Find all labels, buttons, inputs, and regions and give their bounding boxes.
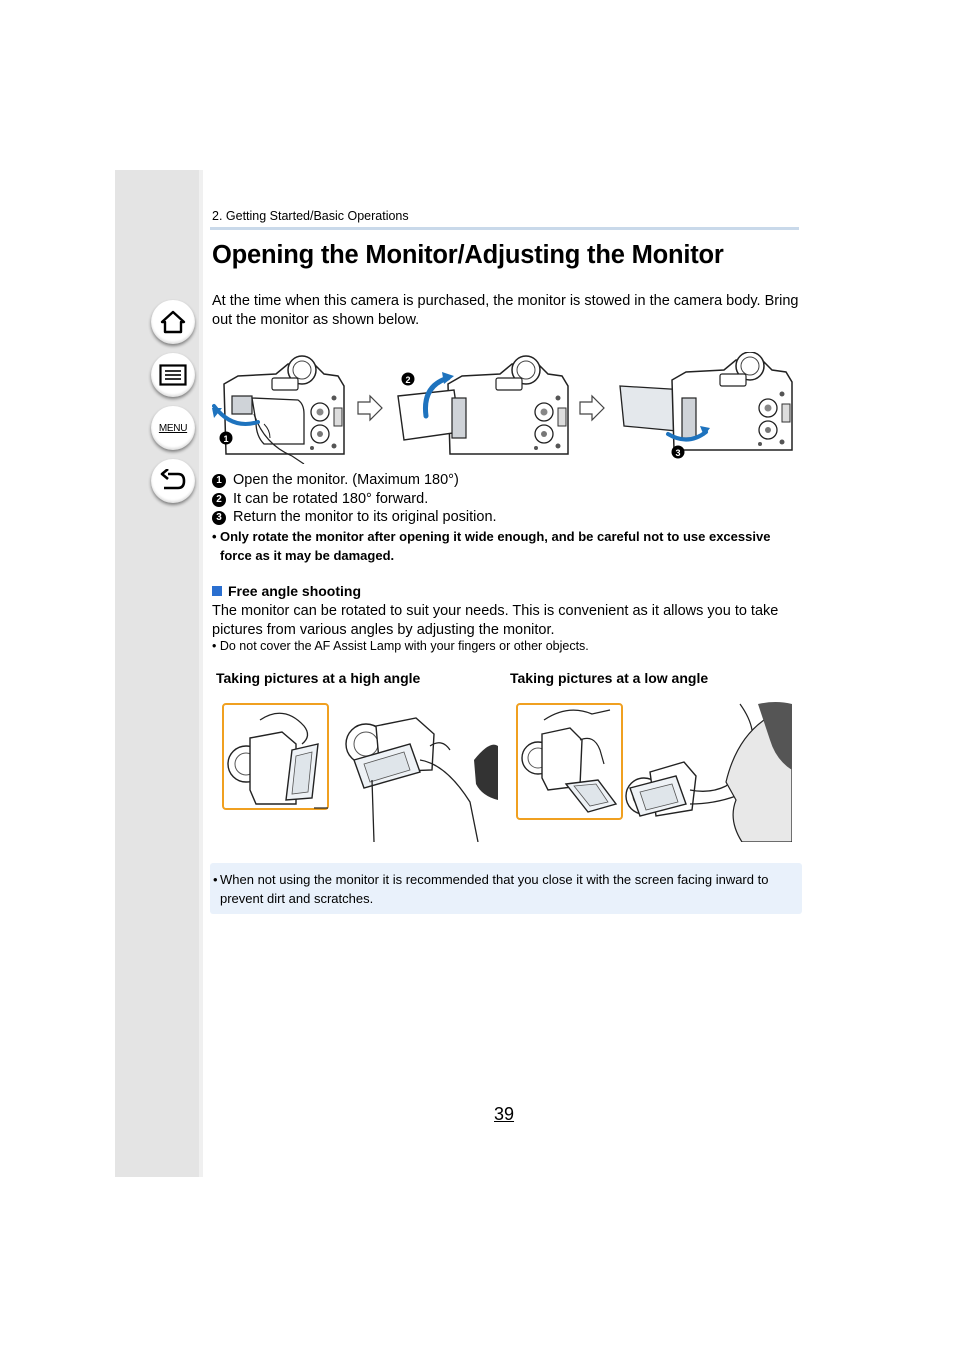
low-angle-illustration [514,700,792,842]
section-label: 2. Getting Started/Basic Operations [212,209,409,223]
free-angle-heading-text: Free angle shooting [228,583,362,599]
step-arrow-2 [580,396,604,420]
bullet: • [212,529,217,544]
menu-button[interactable] [151,406,195,450]
high-angle-caption: Taking pictures at a high angle [216,670,421,686]
step-text: Open the monitor. (Maximum 180°) [233,472,459,488]
svg-text:1: 1 [223,434,229,444]
step-3-illustration [620,352,792,459]
caution-text: Only rotate the monitor after opening it wide enough, and be careful not to use excessive force as it may be damaged. [220,529,771,563]
sidebar-edge [199,170,203,1177]
free-angle-body: The monitor can be rotated to suit your needs. This is convenient as it allows you to take pictures from various angles by adjusting the monitor. [212,603,779,638]
tip-note-box [210,863,802,914]
step-text: Return the monitor to its original position. [233,509,497,525]
monitor-opening-illustration [212,352,802,464]
svg-text:3: 3 [675,448,681,458]
caution-note [212,527,772,565]
svg-text:2: 2 [405,375,411,385]
contents-button[interactable] [151,353,195,397]
section-square-icon [212,586,222,596]
page-number[interactable]: 39 [494,1104,515,1124]
step-2-illustration [398,356,568,454]
tip-note-text: When not using the monitor it is recommended that you close it with the screen facing inward to prevent dirt and scratches. [220,872,769,906]
section-divider [210,227,799,230]
intro-paragraph: At the time when this camera is purchased, the monitor is stowed in the camera body. Bring out the monitor as shown below. [212,293,799,328]
step-1 [212,471,459,490]
list-icon [159,364,187,386]
step-3 [212,508,497,527]
back-icon [159,469,187,493]
home-icon [160,310,186,334]
bullet: • [213,872,218,887]
back-button[interactable] [151,459,195,503]
step-text: It can be rotated 180° forward. [233,491,429,507]
high-angle-illustration [220,700,498,842]
free-angle-heading [212,583,361,599]
home-button[interactable] [151,300,195,344]
page-title: Opening the Monitor/Adjusting the Monitor [212,241,724,269]
step-1-illustration [212,356,344,464]
step-number: 1 [212,474,226,488]
menu-icon: MENU [158,422,188,434]
low-angle-caption: Taking pictures at a low angle [510,670,709,686]
step-2 [212,490,428,509]
step-arrow-1 [358,396,382,420]
side-navigation [115,170,203,1177]
af-lamp-note: • Do not cover the AF Assist Lamp with your fingers or other objects. [212,639,589,653]
step-number: 2 [212,493,226,507]
step-number: 3 [212,511,226,525]
